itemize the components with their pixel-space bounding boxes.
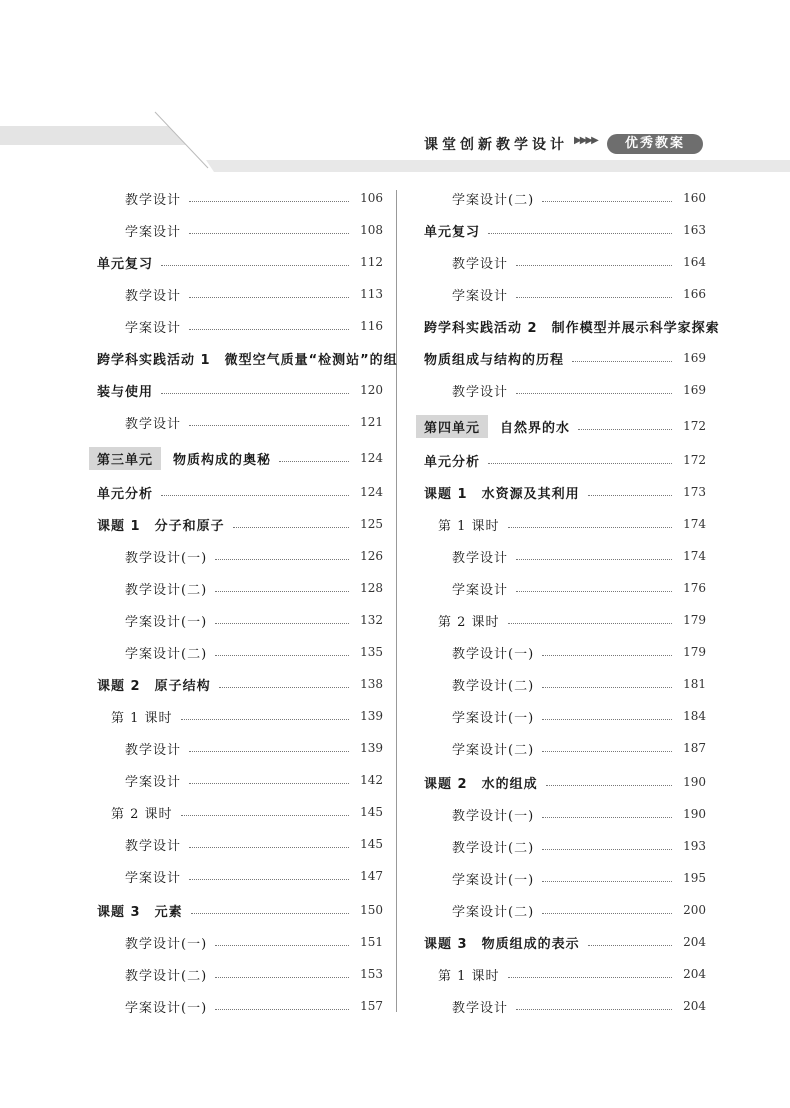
- toc-entry[interactable]: 课题 1 水资源及其利用 173: [424, 485, 706, 502]
- header-badge: 优秀教案: [607, 134, 703, 154]
- header-title: 课堂创新教学设计: [424, 137, 568, 153]
- toc-entry[interactable]: 教学设计 174: [452, 549, 706, 566]
- toc-entry[interactable]: 单元复习 112: [97, 255, 383, 272]
- toc-entry[interactable]: 教学设计(一) 126: [125, 549, 383, 566]
- toc-entry[interactable]: 教学设计(一) 190: [452, 807, 706, 824]
- toc-entry[interactable]: 教学设计 169: [452, 383, 706, 400]
- toc-entry[interactable]: 学案设计 142: [125, 773, 383, 790]
- toc-entry[interactable]: 教学设计 139: [125, 741, 383, 758]
- toc-entry[interactable]: 学案设计(一) 157: [125, 999, 383, 1016]
- arrow-icons: ▶▶▶▶: [574, 135, 597, 146]
- toc-entry[interactable]: 课题 2 水的组成 190: [424, 775, 706, 792]
- toc-entry[interactable]: 学案设计(二) 200: [452, 903, 706, 920]
- toc-entry[interactable]: 教学设计 106: [125, 191, 383, 208]
- toc-entry[interactable]: 教学设计(二) 181: [452, 677, 706, 694]
- toc-entry[interactable]: 教学设计(一) 151: [125, 935, 383, 952]
- toc-entry[interactable]: 学案设计(一) 184: [452, 709, 706, 726]
- toc-entry[interactable]: 装与使用 120: [97, 383, 383, 400]
- toc-entry[interactable]: 单元分析 124: [97, 485, 383, 502]
- toc-entry[interactable]: 课题 1 分子和原子 125: [97, 517, 383, 534]
- toc-entry[interactable]: 学案设计(二) 135: [125, 645, 383, 662]
- toc-entry[interactable]: 单元复习 163: [424, 223, 706, 240]
- toc-entry[interactable]: 学案设计 147: [125, 869, 383, 886]
- toc-entry[interactable]: 物质组成与结构的历程 169: [424, 351, 706, 368]
- unit-heading[interactable]: 第四单元 自然界的水 172: [424, 410, 706, 442]
- unit-heading[interactable]: 第三单元 物质构成的奥秘 124: [97, 442, 383, 474]
- toc-entry[interactable]: 教学设计(二) 153: [125, 967, 383, 984]
- toc-entry[interactable]: 第 1 课时 174: [438, 517, 706, 534]
- toc-entry[interactable]: 课题 3 元素 150: [97, 903, 383, 920]
- toc-entry[interactable]: 学案设计 166: [452, 287, 706, 304]
- toc-entry[interactable]: 教学设计 121: [125, 415, 383, 432]
- toc-entry[interactable]: 第 1 课时 139: [111, 709, 383, 726]
- unit-tag: 第三单元: [89, 447, 161, 470]
- toc-entry[interactable]: 教学设计 204: [452, 999, 706, 1016]
- column-divider: [396, 190, 397, 1012]
- toc-entry[interactable]: 第 2 课时 145: [111, 805, 383, 822]
- toc-entry[interactable]: 教学设计 113: [125, 287, 383, 304]
- toc-entry[interactable]: 教学设计 164: [452, 255, 706, 272]
- toc-entry[interactable]: 教学设计(二) 128: [125, 581, 383, 598]
- unit-tag: 第四单元: [416, 415, 488, 438]
- toc-entry[interactable]: 学案设计(一) 132: [125, 613, 383, 630]
- toc-entry[interactable]: 跨学科实践活动 1 微型空气质量“检测站”的组: [97, 352, 398, 368]
- toc-entry[interactable]: 学案设计(二) 187: [452, 741, 706, 758]
- toc-entry[interactable]: 教学设计(一) 179: [452, 645, 706, 662]
- toc-entry[interactable]: 学案设计 108: [125, 223, 383, 240]
- toc-entry[interactable]: 学案设计 176: [452, 581, 706, 598]
- toc-entry[interactable]: 第 1 课时 204: [438, 967, 706, 984]
- toc-entry[interactable]: 学案设计(一) 195: [452, 871, 706, 888]
- toc-entry[interactable]: 课题 3 物质组成的表示 204: [424, 935, 706, 952]
- toc-entry[interactable]: 教学设计 145: [125, 837, 383, 854]
- toc-entry[interactable]: 第 2 课时 179: [438, 613, 706, 630]
- toc-entry[interactable]: 课题 2 原子结构 138: [97, 677, 383, 694]
- toc-entry[interactable]: 教学设计(二) 193: [452, 839, 706, 856]
- toc-entry[interactable]: 学案设计(二) 160: [452, 191, 706, 208]
- toc-entry[interactable]: 跨学科实践活动 2 制作模型并展示科学家探索: [424, 320, 720, 336]
- toc-entry[interactable]: 学案设计 116: [125, 319, 383, 336]
- toc-entry[interactable]: 单元分析 172: [424, 453, 706, 470]
